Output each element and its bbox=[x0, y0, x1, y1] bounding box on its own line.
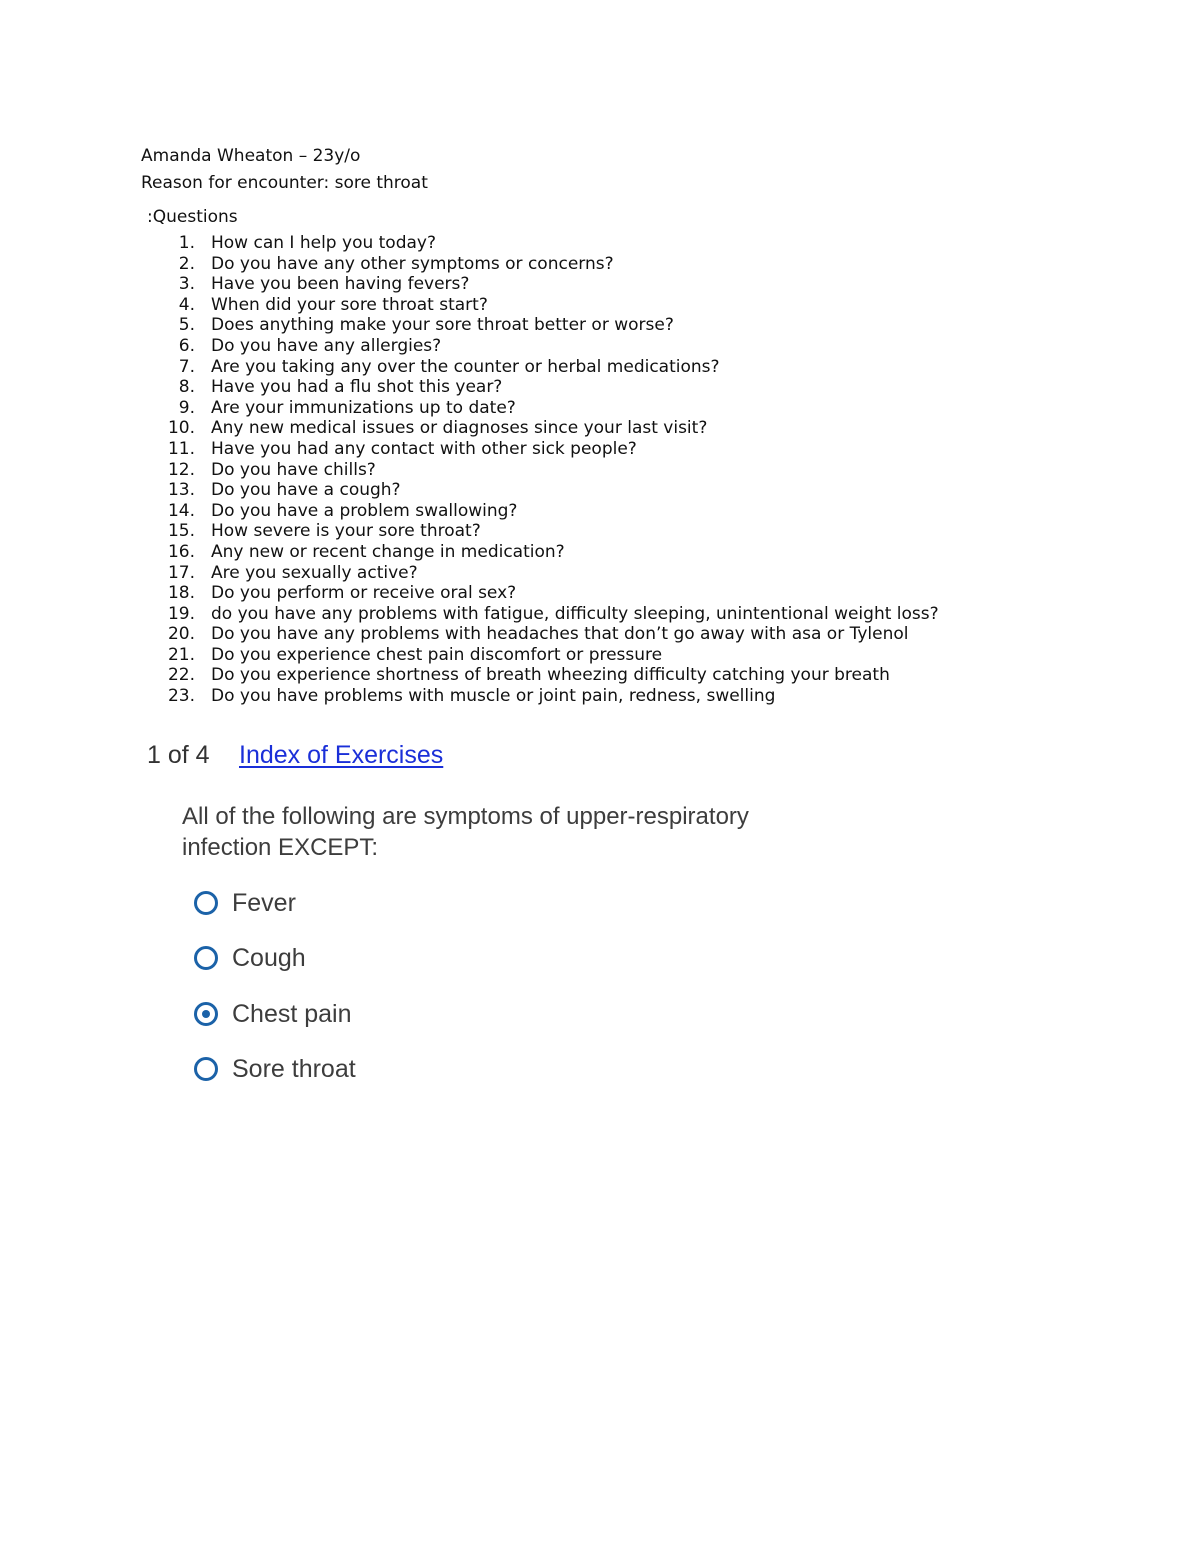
question-number: 15. bbox=[167, 521, 195, 542]
question-number: 16. bbox=[167, 541, 195, 562]
question-number: 1. bbox=[178, 233, 195, 253]
question-number: 22. bbox=[167, 665, 195, 686]
question-number: 13. bbox=[167, 480, 195, 501]
index-of-exercises-link[interactable]: Index of Exercises bbox=[239, 741, 444, 769]
question-text: Are you taking any over the counter or herbal medications? bbox=[211, 356, 720, 377]
option-label: Chest pain bbox=[232, 999, 352, 1028]
question-text: Do you have a cough? bbox=[211, 480, 401, 501]
question-text: Any new or recent change in medication? bbox=[211, 541, 565, 562]
question-text: Are your immunizations up to date? bbox=[211, 397, 516, 418]
question-text: Do you have a problem swallowing? bbox=[211, 500, 518, 521]
patient-name-age: Amanda Wheaton – 23y/o bbox=[141, 146, 361, 166]
question-text: Do you experience shortness of breath wheezing difficulty catching your breath bbox=[211, 665, 890, 686]
quiz-header bbox=[147, 738, 444, 772]
option-sore-throat[interactable] bbox=[194, 1052, 356, 1086]
quiz-question: All of the following are symptoms of upper-respiratory infection EXCEPT: bbox=[182, 803, 749, 861]
question-text: do you have any problems with fatigue, difficulty sleeping, unintentional weight loss? bbox=[211, 603, 939, 624]
option-label: Fever bbox=[232, 888, 296, 917]
radio-button[interactable] bbox=[194, 891, 218, 915]
encounter-reason: Reason for encounter: sore throat bbox=[141, 173, 428, 193]
question-text: Does anything make your sore throat better or worse? bbox=[211, 315, 674, 336]
question-text: Have you had any contact with other sick people? bbox=[211, 438, 637, 459]
question-number: 14. bbox=[167, 500, 195, 521]
question-number: 21. bbox=[167, 644, 195, 665]
question-text: How can I help you today? bbox=[211, 233, 437, 253]
question-text: How severe is your sore throat? bbox=[211, 521, 481, 542]
question-number: 6. bbox=[178, 335, 195, 356]
question-text: Do you have problems with muscle or joint pain, redness, swelling bbox=[211, 686, 776, 707]
radio-button-selected[interactable] bbox=[194, 1002, 218, 1026]
question-text: When did your sore throat start? bbox=[211, 294, 488, 315]
question-number: 3. bbox=[178, 274, 195, 295]
radio-selected-dot bbox=[202, 1010, 210, 1018]
question-number: 20. bbox=[167, 624, 195, 645]
question-number: 2. bbox=[178, 253, 195, 274]
question-text: Are you sexually active? bbox=[211, 562, 418, 583]
question-text: Any new medical issues or diagnoses since your last visit? bbox=[211, 418, 708, 439]
option-fever[interactable] bbox=[194, 886, 296, 920]
question-number: 11. bbox=[167, 438, 195, 459]
question-text: Do you have any other symptoms or concerns? bbox=[211, 253, 614, 274]
question-number: 8. bbox=[178, 377, 195, 398]
radio-button[interactable] bbox=[194, 1057, 218, 1081]
option-cough[interactable] bbox=[194, 941, 306, 975]
question-text: Do you have any problems with headaches that don’t go away with asa or Tylenol bbox=[211, 624, 909, 645]
question-number: 23. bbox=[167, 686, 195, 707]
question-text: Have you been having fevers? bbox=[211, 274, 470, 295]
questions-heading: :Questions bbox=[147, 207, 238, 227]
question-text: Do you experience chest pain discomfort or pressure bbox=[211, 644, 663, 665]
question-number: 17. bbox=[167, 562, 195, 583]
option-chest-pain[interactable] bbox=[194, 997, 352, 1031]
question-number: 19. bbox=[167, 603, 195, 624]
question-text: Do you perform or receive oral sex? bbox=[211, 583, 517, 604]
option-label: Cough bbox=[232, 943, 306, 972]
question-number: 12. bbox=[167, 459, 195, 480]
question-text: Do you have any allergies? bbox=[211, 335, 442, 356]
exercise-counter: 1 of 4 bbox=[147, 741, 210, 769]
question-number: 9. bbox=[178, 397, 195, 418]
question-text: Do you have chills? bbox=[211, 459, 376, 480]
question-number: 4. bbox=[178, 294, 195, 315]
question-number: 7. bbox=[178, 356, 195, 377]
question-number: 10. bbox=[167, 418, 195, 439]
question-number: 18. bbox=[167, 583, 195, 604]
question-text: Have you had a flu shot this year? bbox=[211, 377, 503, 398]
radio-button[interactable] bbox=[194, 946, 218, 970]
option-label: Sore throat bbox=[232, 1054, 356, 1083]
question-number: 5. bbox=[178, 315, 195, 336]
